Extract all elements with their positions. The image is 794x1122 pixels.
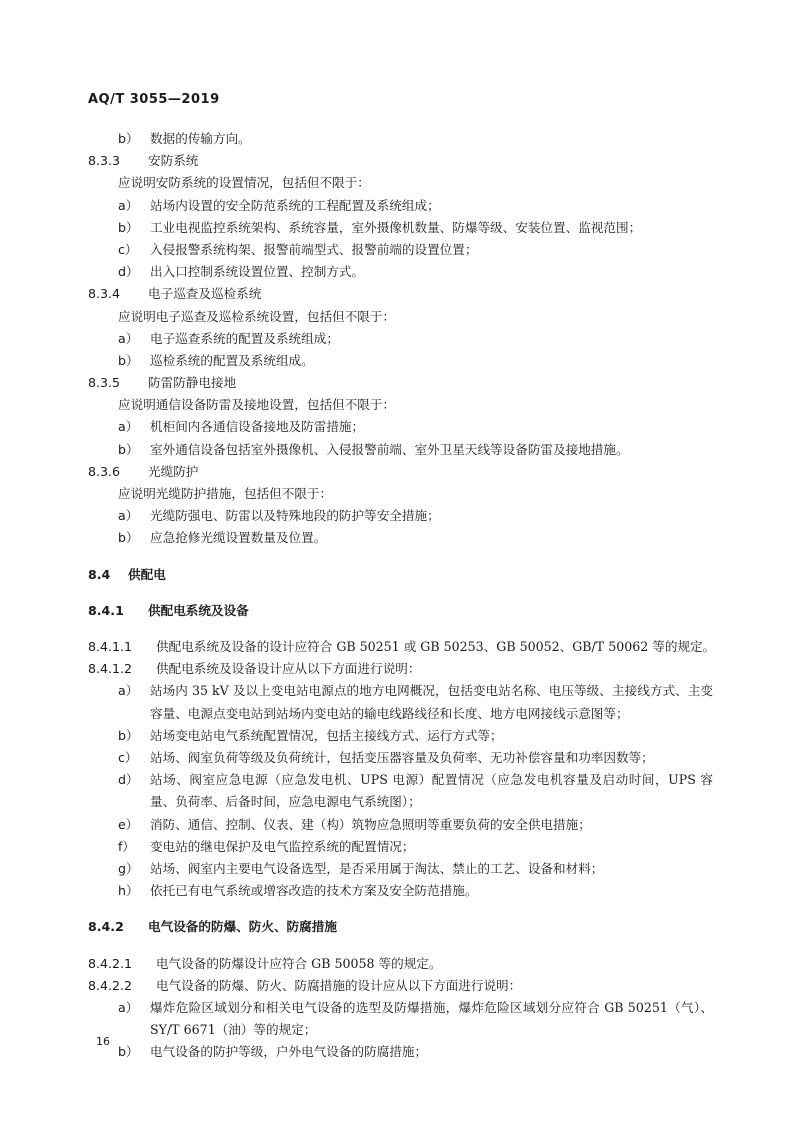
document-body (88, 128, 716, 1064)
paragraph: 应说明通信设备防雷及接地设置，包括但不限于： (118, 397, 396, 413)
list-item (88, 680, 713, 724)
list-marker: b） (118, 131, 139, 146)
clause-8-4-2-2 (88, 975, 713, 997)
list-item-text: 依托已有电气系统或增容改造的技术方案及安全防范措施。 (150, 883, 478, 899)
list-marker: f） (118, 838, 136, 854)
section-title: 防雷防静电接地 (148, 375, 237, 391)
list-item-text: 站场内 35 kV 及以上变电站电源点的地方电网概况，包括变电站名称、电压等级、主接线方式、主变容量、电源点变电站到站场内变电站的输电线路线径和长度、地方电网接线示意图等； (150, 683, 713, 721)
list-marker: b） (118, 1044, 139, 1060)
list-item (88, 725, 713, 747)
clause-8-4-1-1 (88, 636, 716, 658)
section-heading-8-4-1 (88, 600, 713, 622)
section-heading-8-4-2 (88, 916, 713, 938)
clause-text: 供配电系统及设备的设计应符合 GB 50251 或 GB 50253、GB 50052、GB/T 50062 等的规定。 (156, 638, 716, 654)
list-item (88, 880, 713, 902)
section-number: 8.4 (88, 566, 111, 582)
spacer (88, 622, 713, 636)
list-item (88, 328, 713, 350)
section-number: 8.3.6 (88, 463, 121, 479)
clause-number: 8.4.1.2 (88, 661, 133, 677)
section-title: 光缆防护 (148, 463, 199, 479)
spacer (88, 939, 713, 953)
list-item (88, 439, 713, 461)
clause-8-4-1-2 (88, 658, 713, 680)
paragraph: 应说明电子巡查及巡检系统设置，包括但不限于： (118, 308, 396, 324)
list-marker: h） (118, 883, 139, 899)
list-item-text: 变电站的继电保护及电气监控系统的配置情况； (150, 838, 415, 854)
section-title: 电气设备的防爆、防火、防腐措施 (148, 919, 337, 935)
section-heading-8-3-5 (88, 372, 713, 394)
list-item (88, 997, 713, 1041)
paragraph: 应说明安防系统的设置情况，包括但不限于： (118, 175, 370, 191)
list-item-text: 工业电视监控系统架构、系统容量，室外摄像机数量、防爆等级、安装位置、监视范围； (150, 219, 642, 235)
list-marker: c） (118, 749, 138, 765)
list-item (88, 814, 713, 836)
section-number: 8.4.1 (88, 602, 124, 618)
list-item-text: 站场、阀室负荷等级及负荷统计，包括变压器容量及负荷率、无功补偿容量和功率因数等； (150, 749, 654, 765)
list-item-text: 出入口控制系统设置位置、控制方式。 (150, 264, 365, 280)
list-marker: g） (118, 860, 139, 876)
list-item-text: 电子巡查系统的配置及系统组成； (150, 330, 339, 346)
list-item (88, 858, 713, 880)
section-heading-8-3-3 (88, 150, 713, 172)
list-item-text: 数据的传输方向。 (150, 131, 251, 146)
clause-number: 8.4.2.1 (88, 955, 133, 971)
section-title: 安防系统 (148, 153, 199, 169)
list-marker: b） (118, 727, 139, 743)
list-marker: a） (118, 419, 139, 435)
list-marker: a） (118, 999, 139, 1015)
list-item-text: 巡检系统的配置及系统组成。 (150, 352, 314, 368)
section-heading-8-3-6 (88, 461, 713, 483)
list-marker: b） (118, 530, 139, 546)
list-item (88, 239, 713, 261)
list-item-text: 室外通信设备包括室外摄像机、入侵报警前端、室外卫星天线等设备防雷及接地措施。 (150, 441, 629, 457)
paragraph: 应说明光缆防护措施，包括但不限于： (118, 486, 333, 501)
list-item-text: 应急抢修光缆设置数量及位置。 (150, 530, 327, 546)
list-item (88, 1041, 713, 1063)
list-marker: a） (118, 197, 139, 213)
standard-code-header: AQ/T 3055—2019 (88, 92, 220, 107)
list-item-text: 站场内设置的安全防范系统的工程配置及系统组成； (150, 197, 440, 213)
spacer (88, 902, 713, 916)
list-marker: a） (118, 683, 139, 699)
list-item (88, 527, 713, 549)
list-marker: c） (118, 241, 138, 257)
list-item (88, 747, 713, 769)
spacer (88, 586, 713, 600)
list-marker: d） (118, 772, 139, 788)
page-number: 16 (96, 1035, 110, 1048)
list-item-text: 电气设备的防护等级，户外电气设备的防腐措施； (150, 1044, 428, 1060)
list-item (88, 769, 713, 813)
list-marker: e） (118, 816, 139, 832)
list-item-text: 入侵报警系统构架、报警前端型式、报警前端的设置位置； (150, 241, 478, 257)
list-item (88, 505, 713, 527)
list-item-text: 站场变电站电气系统配置情况，包括主接线方式、运行方式等； (150, 727, 503, 743)
section-heading-8-4 (88, 564, 713, 586)
list-item-text: 爆炸危险区域划分和相关电气设备的选型及防爆措施，爆炸危险区域划分应符合 GB 50251（气）、SY/T 6671（油）等的规定； (150, 999, 713, 1038)
section-title: 电子巡查及巡检系统 (148, 286, 262, 302)
section-title: 供配电 (128, 566, 166, 582)
section-heading-8-3-4 (88, 283, 713, 305)
list-item (88, 836, 713, 858)
section-title: 供配电系统及设备 (148, 602, 249, 618)
section-number: 8.4.2 (88, 919, 124, 935)
list-item (88, 128, 713, 150)
clause-text: 供配电系统及设备设计应从以下方面进行说明： (156, 661, 421, 677)
list-item-text: 站场、阀室应急电源（应急发电机、UPS 电源）配置情况（应急发电机容量及启动时间，UPS 容量、负荷率、后备时间，应急电源电气系统图）； (150, 772, 713, 810)
list-item (88, 217, 713, 239)
clause-8-4-2-1 (88, 953, 713, 975)
section-number: 8.3.3 (88, 153, 121, 169)
list-item (88, 261, 713, 283)
clause-text: 电气设备的防爆设计应符合 GB 50058 等的规定。 (156, 955, 442, 971)
list-item (88, 416, 713, 438)
clause-number: 8.4.1.1 (88, 638, 133, 654)
list-item-text: 机柜间内各通信设备接地及防雷措施； (150, 419, 365, 435)
spacer (88, 550, 713, 564)
list-marker: b） (118, 352, 139, 368)
list-marker: b） (118, 441, 139, 457)
clause-number: 8.4.2.2 (88, 977, 133, 993)
section-number: 8.3.5 (88, 375, 121, 391)
list-marker: b） (118, 219, 139, 235)
list-item-text: 站场、阀室内主要电气设备选型，是否采用属于淘汰、禁止的工艺、设备和材料； (150, 860, 604, 876)
list-item (88, 350, 713, 372)
list-marker: a） (118, 508, 139, 524)
list-item (88, 195, 713, 217)
list-marker: d） (118, 264, 139, 280)
section-number: 8.3.4 (88, 286, 121, 302)
list-marker: a） (118, 330, 139, 346)
clause-text: 电气设备的防爆、防火、防腐措施的设计应从以下方面进行说明： (156, 977, 522, 993)
list-item-text: 光缆防强电、防雷以及特殊地段的防护等安全措施； (150, 508, 440, 524)
list-item-text: 消防、通信、控制、仪表、建（构）筑物应急照明等重要负荷的安全供电措施； (150, 816, 591, 832)
